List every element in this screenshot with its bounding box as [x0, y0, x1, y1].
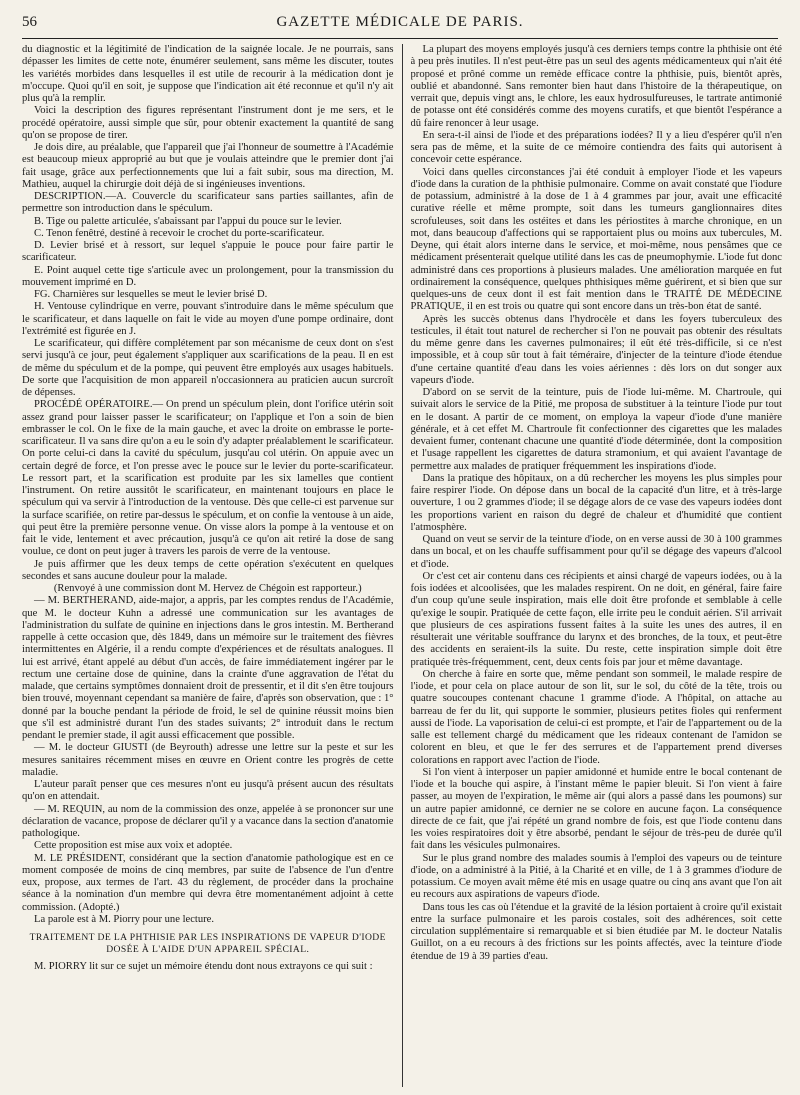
page-number: 56: [22, 14, 37, 30]
paragraph: Voici la description des figures représentant l'instrument dont je me sers, et le procédé opératoire, aussi simple que sûr, pour obtenir exactement la quantité de sang qu'on se propose de tirer.: [22, 105, 394, 141]
paragraph: M. LE PRÉSIDENT, considérant que la section d'anatomie pathologique est en ce moment composée de moins de cinq membres, par suite de l'absence de l'un d'entre eux, propose, aux termes de l'art. 43 du règlement, de procéder dans la prochaine séance à la nomination d'un membre qui devra être momentanément adjoint à cette commission. (Adopté.): [22, 852, 394, 913]
section-heading: TRAITEMENT DE LA PHTHISIE PAR LES INSPIRATIONS DE VAPEUR D'IODE DOSÉE À L'AIDE D'UN APPAREIL SPÉCIAL.: [29, 932, 386, 955]
paragraph: B. Tige ou palette articulée, s'abaissant par l'appui du pouce sur le levier.: [34, 215, 342, 227]
paragraph: — M. BERTHERAND, aide-major, a appris, par les comptes rendus de l'Académie, que M. le docteur Kuhn a adressé une communication sur les avantages de l'administration du sulfate de quinine en injections dans le gros intestin. M. Bertherand rappelle à cette occasion que, dès 1849, dans un mémoire sur le traitement des fièvres intermittentes en Algérie, il a rendu compte d'expériences et de résultats analogues. Il lui est arrivé, étant appelé au début d'un accès, de faire immédiatement ingérer par le rectum une certaine dose de quinine, dans la crainte d'une aggravation de l'état du malade, que certains symptômes donnaient droit de pressentir, et il dit s'en être toujours bien trouvé, moyennant cependant sa manière de faire, d'après son observation, que : 1° donné par la bouche pendant la période de froid, le sel de quinine réussit moins bien que s'il est administré durant l'un des stades suivants; 2° introduit dans le rectum pendant le premier stade, il agit aussi efficacement que possible.: [22, 595, 394, 741]
page-header: [22, 12, 778, 39]
paragraph: DESCRIPTION.—A. Couvercle du scarificateur sans parties saillantes, afin de permettre son introduction dans le spéculum.: [22, 191, 394, 215]
paragraph: du diagnostic et la légitimité de l'indication de la saignée locale. Je ne pourrais, sans dépasser les limites de cette note, énumérer seulement, sans même les discuter, toutes les variétés morbides dans lesquelles il est utile de recourir à la médication dont je m'occupe. Quoi qu'il en soit, je suppose que l'indication ait été reconnue et qu'il n'y ait plus qu'à la remplir.: [22, 44, 394, 104]
paragraph: La parole est à M. Piorry pour une lecture.: [34, 913, 215, 925]
left-column: [22, 44, 394, 1087]
paragraph: Si l'on vient à interposer un papier amidonné et humide entre le bocal contenant de l'iode et la bouche qui aspire, à l'instant même le papier bleuit. Si l'on vient à faire passer, au moyen de l'expiration, le même air (qui alors a passé dans les poumons) sur un autre papier amidonné, ce dernier ne se colore en aucune façon. La conséquence directe de ce fait, que j'ai répété un grand nombre de fois, est que l'iode contenu dans les voies respiratoires doit y être absorbé, pendant le séjour de très-peu de durée qu'il fait dans les vésicules pulmonaires.: [410, 766, 782, 852]
paragraph: C. Tenon fenêtré, destiné à recevoir le crochet du porte-scarificateur.: [34, 227, 325, 239]
paragraph: Je dois dire, au préalable, que l'appareil que j'ai l'honneur de soumettre à l'Académie est beaucoup mieux approprié au but que je voulais atteindre que le premier dont j'ai fait usage, grâce aux perfectionnements que lui a fait subir, sous ma direction, M. Mathieu, auquel la chirurgie doit déjà de si ingénieuses inventions.: [22, 142, 394, 190]
paragraph: Après les succès obtenus dans l'hydrocèle et dans les foyers tuberculeux des testicules, il était tout naturel de rechercher si l'on ne pouvait pas obtenir des résultats du même genre dans les cavernes pulmonaires; il eût été très-difficile, si ce n'est impossible, et à coup sûr tout à fait téméraire, d'injecter de la teinture d'iode étendue d'une certaine quantité d'eau dans les voies aériennes : dès lors on dut songer aux vapeurs d'iode.: [410, 313, 782, 386]
paragraph: H. Ventouse cylindrique en verre, pouvant s'introduire dans le même spéculum que le scarificateur, et dans laquelle on fait le vide au moyen d'une pompe ordinaire, dont l'extrémité est figurée en J.: [22, 301, 394, 337]
paragraph: Le scarificateur, qui diffère complétement par son mécanisme de ceux dont on s'est servi jusqu'à ce jour, peut également s'appliquer aux scarifications de la peau. Il en est de même du spéculum et de la pompe, qui peuvent être employés aux usages habituels. De sorte que l'acquisition de mon appareil n'occasionnera au praticien aucun surcroît de dépenses.: [22, 338, 394, 398]
paragraph: — M. REQUIN, au nom de la commission des onze, appelée à se prononcer sur une déclaration de vacance, propose de déclarer qu'il y a vacance dans la section d'anatomie pathologique.: [22, 803, 394, 839]
paragraph: Quand on veut se servir de la teinture d'iode, on en verse aussi de 30 à 100 grammes dans un bocal, et on les chauffe suffisamment pour qu'il se dégage des vapeurs d'alcool et d'iode.: [410, 534, 782, 570]
paragraph: La plupart des moyens employés jusqu'à ces derniers temps contre la phthisie ont été à peu près inutiles. Il n'est peut-être pas un seul des agents médicamenteux qui n'ait été proposé et prôné comme un remède efficace contre la phthisie, puis, bientôt après, oublié et abandonné. Sans remonter bien haut dans l'histoire de la thérapeutique, on verrait que, depuis vingt ans, le chlore, les eaux hydrosulfureuses, le tartrate antimonié de potasse ont été considérés comme des moyens curatifs, et que bientôt l'espérance a dû faire renoncer à leur usage.: [410, 44, 782, 129]
paragraph: — M. le docteur GIUSTI (de Beyrouth) adresse une lettre sur la peste et sur les mesures sanitaires récemment mises en œuvre en Orient contre les progrès de cette maladie.: [22, 742, 394, 778]
paragraph: L'auteur paraît penser que ces mesures n'ont eu jusqu'à présent aucun des résultats qu'on en attendait.: [22, 779, 394, 803]
paragraph: Dans la pratique des hôpitaux, on a dû rechercher les moyens les plus simples pour faire respirer l'iode. On dépose dans un bocal de la capacité d'un litre, et à très-large ouverture, 1 ou 2 grammes d'iode; il se dégage alors de ce vase des vapeurs iodées dont les proportions varient en raison du degré de chaleur et d'humidité que contient l'atmosphère.: [410, 472, 782, 533]
paragraph: Or c'est cet air contenu dans ces récipients et ainsi chargé de vapeurs iodées, ou à la fois iodées et alcoolisées, que les malades respirent. On ne doit, en général, faire faire d'un coup qu'une seule inspiration, mais elle doit être profonde et semblable à celle qu'exige le soupir. Pratiquée de cette façon, elle irrite peu le conduit aérien. S'il arrivait que plusieurs de ces aspirations fussent faites à la suite les unes des autres, il en résulterait une véritable souffrance du larynx et des bronches, de la toux, et peut-être des accidents en seraient-ils la suite. Du reste, cette inspiration simple doit être pratiquée très-fréquemment, cent, deux cents fois par jour et même davantage.: [410, 570, 782, 668]
paragraph: Dans tous les cas où l'étendue et la gravité de la lésion portaient à croire qu'il existait entre la surface pulmonaire et les parois costales, soit des adhérences, soit cette circulation supplémentaire si remarquable et si bien étudiée par M. le docteur Natalis Guillot, on a eu recours à des frictions sur les points affectés, avec la teinture d'iode étendue de 19 à 39 parties d'eau.: [410, 901, 782, 962]
paragraph: PROCÉDÉ OPÉRATOIRE.— On prend un spéculum plein, dont l'orifice utérin soit assez grand pour laisser passer le scarificateur; on l'applique et l'on a soin de bien embrasser le col. On le fixe de la main gauche, et avec la droite on embrasse le porte-scarificateur. Il va sans dire qu'on a eu le soin d'y adapter préalablement le scarificateur. On porte celui-ci dans la cavité du spéculum, jusqu'au col utérin. On appuie avec un certain degré de force, et l'on presse avec le pouce sur le levier du porte-scarificateur. Le ressort part, et la scarification est produite par les six lamelles que contient l'instrument. On retire aussitôt le scarificateur, en maintenant toujours en place le spéculum qui va servir à l'introduction de la ventouse. Dès que celle-ci est parvenue sur la surface scarifiée, on retire par-dessus le spéculum, et on confie la ventouse à un aide, qui peut être la première personne venue. On visse alors la pompe à la ventouse et on fait le vide, lentement et avec précaution, jusqu'à ce qu'on ait retiré la dose de sang voulue, ce dont on peut juger à travers les parois de verre de la ventouse.: [22, 399, 394, 558]
paragraph: D. Levier brisé et à ressort, sur lequel s'appuie le pouce pour faire partir le scarificateur.: [22, 240, 394, 264]
paragraph: Je puis affirmer que les deux temps de cette opération s'exécutent en quelques secondes et sans aucune douleur pour la malade.: [22, 558, 394, 582]
paragraph: E. Point auquel cette tige s'articule avec un prolongement, pour la transmission du mouvement imprimé en D.: [22, 264, 394, 288]
right-column: [411, 44, 783, 1087]
paragraph: D'abord on se servit de la teinture, puis de l'iode lui-même. M. Chartroule, qui suivait alors le service de la Pitié, me proposa de substituer à la teinture l'iode pur tout en le dosant. A partir de ce moment, on employa la vapeur d'iode d'une manière générale, et à cet effet M. Chartroule fit confectionner des cigarettes que les malades devaient fumer, contenant chacune une quantité d'iode déterminée, dont la composition et l'usage rappellent les cigarettes de datura stramonium, et qui avaient l'avantage de permettre aux malades de pratiquer fréquemment les inspirations d'iode.: [410, 387, 782, 472]
article-columns: [22, 44, 782, 1087]
paragraph: On cherche à faire en sorte que, même pendant son sommeil, le malade respire de l'iode, et pour cela on place autour de son lit, sur le sol, du côté de la tête, trois ou quatre soucoupes contenant chacune 1 gramme d'iode. A l'hôpital, on attache au barreau de fer du lit, qui supporte le sommier, plusieurs petites fioles qui renferment aussi de l'iode. La vaporisation de celui-ci est prompte, et l'air de l'appartement ou de la salle est tellement chargé du médicament que les rideaux contenant de l'amidon se colorent en bleu, et que le fer des serrures et de l'appartement prend diverses colorations en rapport avec l'action de l'iode.: [410, 668, 782, 766]
paragraph: En sera-t-il ainsi de l'iode et des préparations iodées? Il y a lieu d'espérer qu'il n'en sera pas de même, et la suite de ce mémoire contiendra des faits qui autorisent à concevoir cette espérance.: [410, 129, 782, 166]
paragraph: Cette proposition est mise aux voix et adoptée.: [34, 840, 233, 852]
paragraph: Voici dans quelles circonstances j'ai été conduit à employer l'iode et les vapeurs d'iode dans la curation de la phthisie pulmonaire. Comme on avait constaté que l'iodure de potassium, administré à la dose de 1 à 4 grammes par jour, avait une efficacité curative réelle et même prompte, soit dans les tumeurs ganglionnaires dites scrofuleuses, soit dans les ostéites et dans les périostites à marche chronique, en un mot, dans beaucoup d'affections qui se rapportaient plus ou moins aux tubercules, M. Deyne, qui était alors interne dans le service, et moi-même, nous pensâmes que ce médicament présenterait quelque utilité dans les cas de pneumophymie. L'iode fut donc administré dans ces proportions à plusieurs malades. Une amélioration marquée en fut ordinairement la conséquence, quelques phthisiques même guérirent, et si bien que sur quelques-uns de ceux dont il est fait mention dans le TRAITÉ DE MÉDECINE PRATIQUE, il en est trois ou quatre qui sont encore dans un très-bon état de santé.: [410, 166, 782, 313]
paragraph: (Renvoyé à une commission dont M. Hervez de Chégoin est rapporteur.): [53, 583, 362, 594]
paragraph: Sur le plus grand nombre des malades soumis à l'emploi des vapeurs ou de teinture d'iode, on a administré à la Pitié, à la Charité et en ville, de 1 à 3 grammes d'iodure de potassium. Ce moyen avait même été mis en usage quatre ou cinq ans avant que l'on ait eu recours aux aspirations de vapeurs d'iode.: [410, 852, 782, 901]
paragraph: M. PIORRY lit sur ce sujet un mémoire étendu dont nous extrayons ce qui suit :: [34, 961, 373, 972]
column-rule: [402, 44, 403, 1087]
running-title: GAZETTE MÉDICALE DE PARIS.: [276, 14, 524, 30]
paragraph: FG. Charnières sur lesquelles se meut le levier brisé D.: [34, 289, 268, 300]
